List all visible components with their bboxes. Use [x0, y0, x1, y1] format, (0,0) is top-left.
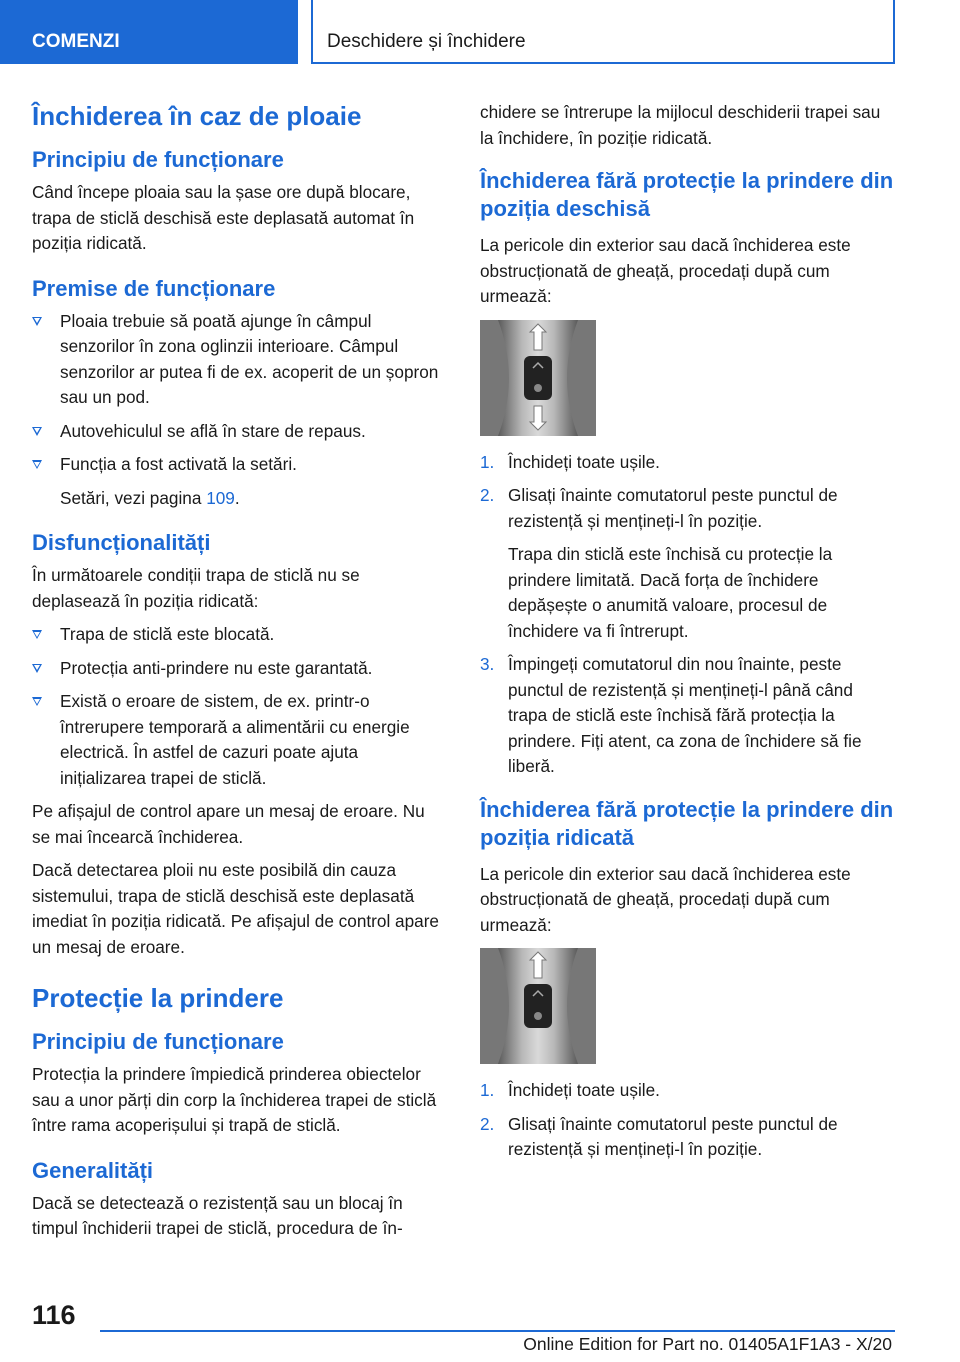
- paragraph-detection: Dacă detectarea ploii nu este posibilă din cauza sistemului, trapa de sticlă deschisă este deplasată imediat în poziția ridicată. Pe afișajul de control apare un mesaj de eroare.: [32, 860, 439, 957]
- premise-list: [32, 309, 446, 478]
- steps-open-list: [480, 450, 894, 780]
- page-number: 116: [32, 1300, 76, 1330]
- bullet-triangle-icon: [32, 697, 42, 706]
- bullet-triangle-icon: [32, 460, 42, 469]
- list-item: Autovehiculul se află în stare de repaus.: [32, 419, 446, 445]
- switch-image: [480, 948, 596, 1064]
- heading-principle-2: Principiu de funcționare: [32, 1029, 284, 1054]
- heading-malfunction: Disfuncționalități: [32, 530, 211, 555]
- bullet-triangle-icon: [32, 317, 42, 326]
- malfunction-list: [32, 622, 446, 791]
- bullet-triangle-icon: [32, 630, 42, 639]
- list-item: 1. Închideți toate ușile.: [480, 1080, 660, 1100]
- paragraph-malfunction: În următoarele condiții trapa de sticlă nu se deplasează în poziția ridicată:: [32, 565, 360, 611]
- list-item: 3. Împingeți comutatorul din nou înainte, peste punctul de rezistență și mențineți-l până când trapa de sticlă este închisă fără protecția la prindere. Fiți atent, ca zona de închidere să fie liberă.: [480, 654, 862, 776]
- list-item: Ploaia trebuie să poată ajunge în câmpul senzorilor în zona oglinzii interioare. Câmpul senzorilor ar putea fi de ex. acoperit de un șopron sau un pod.: [32, 309, 446, 411]
- bullet-triangle-icon: [32, 664, 42, 673]
- list-item: Există o eroare de sistem, de ex. printr-o întrerupere temporară a alimentării cu energie electrică. În astfel de cazuri poate ajuta inițializarea trapei de sticlă.: [32, 689, 446, 791]
- step-note: Trapa din sticlă este închisă cu protecție la prindere limitată. Dacă forța de închidere depășește o anumită valoare, procesul de închidere va fi întrerupt.: [508, 544, 833, 641]
- list-item: Funcția a fost activată la setări.: [32, 452, 446, 478]
- paragraph-principle: Când începe ploaia sau la șase ore după blocare, trapa de sticlă deschisă este deplasată automat în poziția ridicată.: [32, 182, 415, 253]
- footer-divider: [100, 1330, 895, 1332]
- heading-general: Generalități: [32, 1157, 154, 1183]
- right-column: [480, 100, 894, 1171]
- page-link[interactable]: 109: [206, 487, 235, 508]
- heading-close-from-open: Închiderea fără protecție la prindere din poziția deschisă: [480, 168, 894, 221]
- switch-image: [480, 320, 596, 436]
- steps-raised-list: [480, 1078, 894, 1163]
- heading-pinch-protection: Protecție la prindere: [32, 983, 284, 1013]
- left-column: [32, 100, 446, 1250]
- paragraph-error: Pe afișajul de control apare un mesaj de eroare. Nu se mai încearcă închiderea.: [32, 801, 425, 847]
- edition-text: Online Edition for Part no. 01405A1F1A3 - X/20: [523, 1334, 892, 1354]
- settings-reference: Setări, vezi pagina 109.: [60, 487, 240, 508]
- paragraph-raised: La pericole din exterior sau dacă închiderea este obstrucționată de gheață, procedați după cum urmează:: [480, 863, 851, 935]
- list-item: Protecția anti-prindere nu este garantată.: [32, 656, 446, 682]
- bullet-triangle-icon: [32, 427, 42, 436]
- list-item: Trapa de sticlă este blocată.: [32, 622, 446, 648]
- section-tab[interactable]: COMENZI: [0, 0, 298, 64]
- heading-rain-closing: Închiderea în caz de ploaie: [32, 101, 362, 131]
- heading-close-from-raised: Închiderea fără protecție la prindere din poziția ridicată: [480, 796, 894, 850]
- paragraph-open: La pericole din exterior sau dacă închiderea este obstrucționată de gheață, procedați după cum urmează:: [480, 235, 851, 306]
- paragraph-general: Dacă se detectează o rezistență sau un blocaj în timpul închiderii trapei de sticlă, procedura de în-: [32, 1192, 403, 1238]
- list-item: 2. Glisați înainte comutatorul peste punctul de rezistență și mențineți-l în poziție. Trapa din sticlă este închisă cu protecție la prindere limitată. Dacă forța de închidere depășește o anumită valoare, procesul de închidere va fi întrerupt.: [480, 483, 894, 644]
- list-item: 2. Glisați înainte comutatorul peste punctul de rezistență și mențineți-l în poziție.: [480, 1113, 838, 1159]
- heading-principle: Principiu de funcționare: [32, 147, 284, 172]
- list-item: 1. Închideți toate ușile.: [480, 451, 660, 472]
- paragraph-continuation: chidere se întrerupe la mijlocul deschiderii trapei sau la închidere, în poziție ridicată.: [480, 102, 881, 148]
- heading-premise: Premise de funcționare: [32, 275, 276, 301]
- chapter-title: Deschidere și închidere: [311, 0, 895, 64]
- paragraph-pinch: Protecția la prindere împiedică prinderea obiectelor sau a unor părți din corp la închiderea trapei de sticlă între rama acoperișului și trapă de sticlă.: [32, 1064, 437, 1135]
